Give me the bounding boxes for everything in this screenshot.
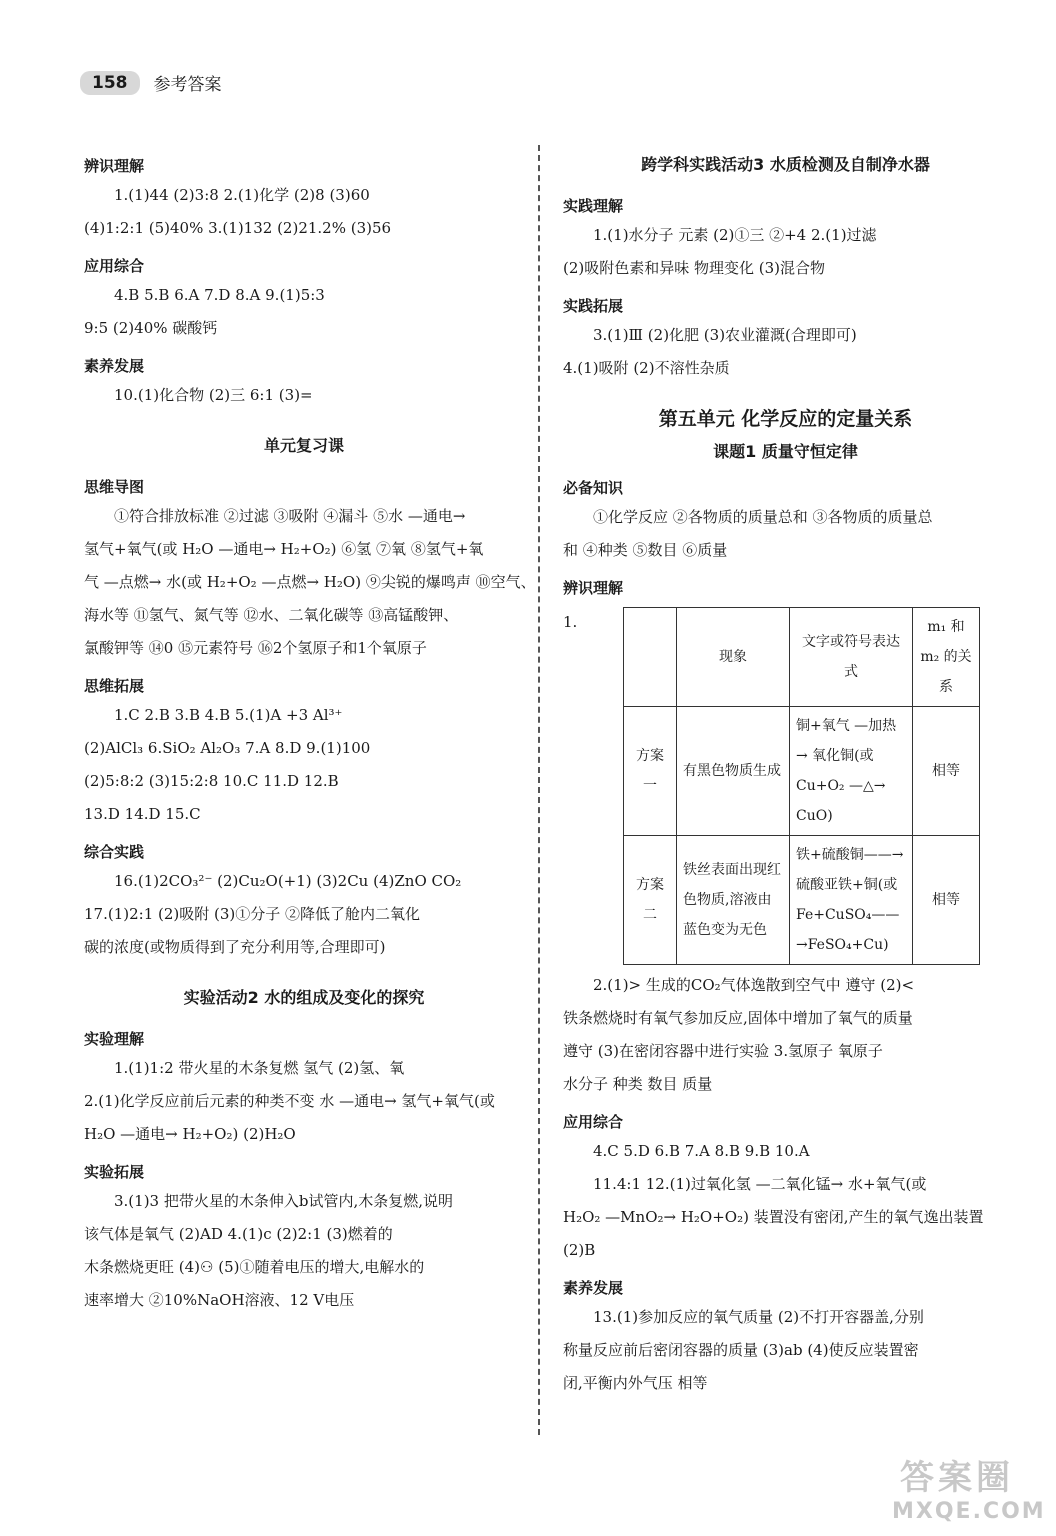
section-heading: 实验理解: [84, 1030, 145, 1048]
section-heading: 素养发展: [563, 1279, 624, 1297]
lesson-title: 课题1 质量守恒定律: [713, 442, 858, 461]
table-cell: 铜+氧气 —加热→ 氧化铜(或 Cu+O₂ —△→ CuO): [790, 707, 913, 836]
answer-line: 碳的浓度(或物质得到了充分利用等,合理即可): [84, 938, 386, 956]
watermark-text: 答案圈: [900, 1458, 1014, 1498]
section-heading: 素养发展: [84, 357, 145, 375]
answer-line: 4.(1)吸附 (2)不溶性杂质: [563, 359, 730, 377]
table-header: 文字或符号表达式: [790, 608, 913, 707]
answer-line: 11.4:1 12.(1)过氧化氢 —二氧化锰→ 水+氧气(或: [593, 1175, 927, 1193]
answer-line: 该气体是氧气 (2)AD 4.(1)c (2)2:1 (3)燃着的: [84, 1225, 393, 1243]
section-heading: 实践拓展: [563, 297, 624, 315]
section-heading: 应用综合: [563, 1113, 624, 1131]
answer-line: (2)5:8:2 (3)15:2:8 10.C 11.D 12.B: [84, 772, 339, 790]
answer-line: 闭,平衡内外气压 相等: [563, 1374, 708, 1392]
left-column: [84, 145, 536, 1317]
header-title: 参考答案: [153, 75, 222, 95]
answer-table-wrap: [563, 607, 1008, 965]
table-cell: 相等: [913, 836, 980, 965]
answer-line: 1.(1)水分子 元素 (2)①三 ②+4 2.(1)过滤: [593, 226, 877, 244]
section-heading: 辨识理解: [84, 157, 145, 175]
table-cell: 方案一: [624, 707, 677, 836]
section-heading: 思维拓展: [84, 677, 145, 695]
table-cell: 相等: [913, 707, 980, 836]
activity-title: 跨学科实践活动3 水质检测及自制净水器: [641, 155, 930, 174]
answer-line: 遵守 (3)在密闭容器中进行实验 3.氢原子 氧原子: [563, 1042, 883, 1060]
lesson-title: 单元复习课: [263, 436, 344, 455]
answer-line: 2.(1)化学反应前后元素的种类不变 水 —通电→ 氢气+氧气(或: [84, 1092, 495, 1110]
table-cell: 有黑色物质生成: [677, 707, 790, 836]
answer-line: 和 ④种类 ⑤数目 ⑥质量: [563, 541, 728, 559]
answer-line: ①化学反应 ②各物质的质量总和 ③各物质的质量总: [593, 508, 933, 526]
unit-title: 第五单元 化学反应的定量关系: [658, 408, 913, 430]
answer-line: 1.(1)1:2 带火星的木条复燃 氢气 (2)氢、氧: [114, 1059, 405, 1077]
table-header: m₁ 和 m₂ 的关系: [913, 608, 980, 707]
answer-line: 4.B 5.B 6.A 7.D 8.A 9.(1)5:3: [114, 286, 325, 304]
section-heading: 综合实践: [84, 843, 145, 861]
answer-line: (4)1:2:1 (5)40% 3.(1)132 (2)21.2% (3)56: [84, 219, 392, 237]
page-header: [80, 70, 222, 95]
answer-line: 13.D 14.D 15.C: [84, 805, 201, 823]
right-column: [563, 145, 1008, 1400]
table-cell: 方案二: [624, 836, 677, 965]
table-cell: 铁丝表面出现红色物质,溶液由蓝色变为无色: [677, 836, 790, 965]
answer-line: ①符合排放标准 ②过滤 ③吸附 ④漏斗 ⑤水 —通电→: [114, 507, 466, 525]
answer-line: (2)B: [563, 1241, 596, 1259]
lesson-title: 实验活动2 水的组成及变化的探究: [183, 988, 425, 1007]
answer-line: 1.C 2.B 3.B 4.B 5.(1)A +3 Al³⁺: [114, 706, 343, 724]
section-heading: 必备知识: [563, 479, 624, 497]
answer-line: H₂O₂ —MnO₂→ H₂O+O₂) 装置没有密闭,产生的氧气逸出装置: [563, 1208, 984, 1226]
watermark-logo: [892, 1450, 1046, 1524]
answer-line: 海水等 ⑪氢气、氮气等 ⑫水、二氧化碳等 ⑬高锰酸钾、: [84, 606, 459, 624]
answer-line: 铁条燃烧时有氧气参加反应,固体中增加了氧气的质量: [563, 1009, 913, 1027]
section-heading: 实验拓展: [84, 1163, 145, 1181]
page-number: 158: [80, 71, 140, 95]
answer-line: H₂O —通电→ H₂+O₂) (2)H₂O: [84, 1125, 296, 1143]
answer-line: 2.(1)> 生成的CO₂气体逸散到空气中 遵守 (2)<: [593, 976, 915, 994]
answer-line: 氢气+氧气(或 H₂O —通电→ H₂+O₂) ⑥氢 ⑦氧 ⑧氢气+氧: [84, 540, 484, 558]
section-heading: 应用综合: [84, 257, 145, 275]
answer-line: (2)AlCl₃ 6.SiO₂ Al₂O₃ 7.A 8.D 9.(1)100: [84, 739, 371, 757]
answer-line: (2)吸附色素和异味 物理变化 (3)混合物: [563, 259, 826, 277]
column-divider: [538, 145, 540, 1435]
answer-line: 13.(1)参加反应的氧气质量 (2)不打开容器盖,分别: [593, 1308, 924, 1326]
answer-table: [623, 607, 980, 965]
answer-line: 速率增大 ②10%NaOH溶液、12 V电压: [84, 1291, 355, 1309]
answer-line: 水分子 种类 数目 质量: [563, 1075, 713, 1093]
answer-line: 9:5 (2)40% 碳酸钙: [84, 319, 218, 337]
answer-line: 称量反应前后密闭容器的质量 (3)ab (4)使反应装置密: [563, 1341, 919, 1359]
table-cell: 铁+硫酸铜——→硫酸亚铁+铜(或 Fe+CuSO₄——→FeSO₄+Cu): [790, 836, 913, 965]
answer-line: 4.C 5.D 6.B 7.A 8.B 9.B 10.A: [593, 1142, 810, 1160]
answer-line: 17.(1)2:1 (2)吸附 (3)①分子 ②降低了舱内二氧化: [84, 905, 421, 923]
answer-line: 氯酸钾等 ⑭0 ⑮元素符号 ⑯2个氢原子和1个氧原子: [84, 639, 427, 657]
section-heading: 思维导图: [84, 478, 145, 496]
section-heading: 实践理解: [563, 197, 624, 215]
answer-line: 10.(1)化合物 (2)三 6:1 (3)=: [114, 386, 313, 404]
answer-line: 3.(1)3 把带火星的木条伸入b试管内,木条复燃,说明: [114, 1192, 454, 1210]
answer-line: 1.(1)44 (2)3:8 2.(1)化学 (2)8 (3)60: [114, 186, 370, 204]
answer-line: 3.(1)Ⅲ (2)化肥 (3)农业灌溉(合理即可): [593, 326, 857, 344]
table-header: 现象: [677, 608, 790, 707]
answer-line: 木条燃烧更旺 (4)⚇ (5)①随着电压的增大,电解水的: [84, 1258, 425, 1276]
answer-line: 气 —点燃→ 水(或 H₂+O₂ —点燃→ H₂O) ⑨尖锐的爆鸣声 ⑩空气、: [84, 573, 536, 591]
section-heading: 辨识理解: [563, 579, 624, 597]
question-number: 1.: [563, 613, 578, 631]
watermark-url: MXQE.COM: [892, 1499, 1046, 1524]
answer-line: 16.(1)2CO₃²⁻ (2)Cu₂O(+1) (3)2Cu (4)ZnO CO₂: [114, 872, 462, 890]
